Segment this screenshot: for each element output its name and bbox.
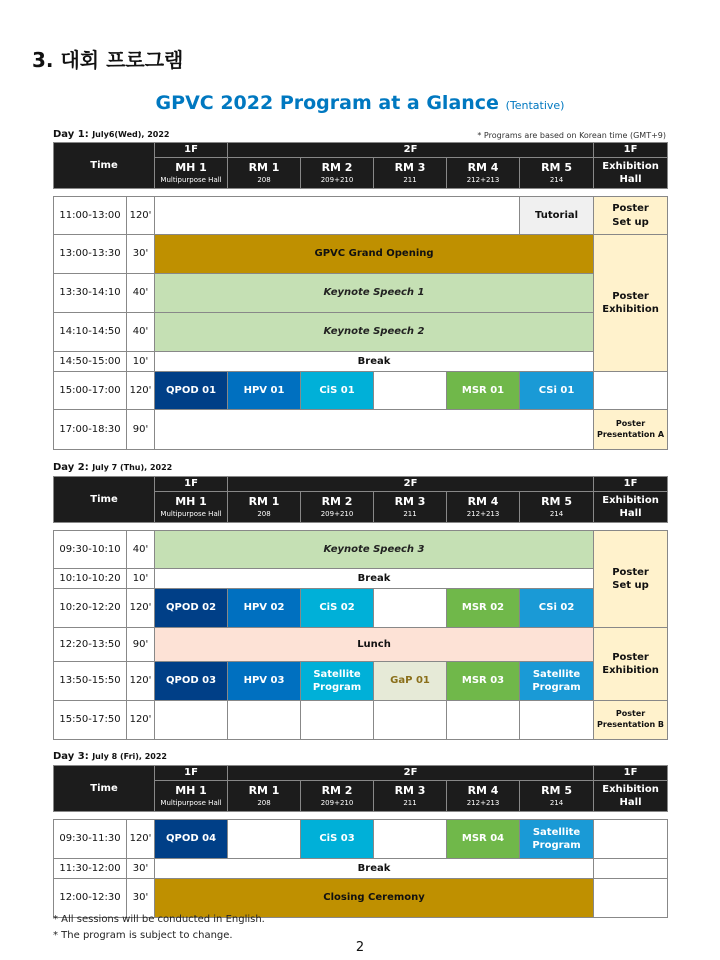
title-text: GPVC 2022 Program at a Glance	[155, 92, 499, 114]
rm2-sub: 209+210	[320, 176, 354, 185]
time-cell: 10:20-12:20	[54, 589, 127, 628]
empty-cell	[594, 879, 668, 918]
rm3-label: RM 3	[394, 161, 426, 175]
header-rm1	[228, 492, 301, 523]
session-msr: MSR 03	[447, 662, 520, 701]
session-gap: GaP 01	[374, 662, 447, 701]
header-mh1	[155, 492, 228, 523]
duration-cell: 120'	[127, 701, 155, 740]
session-qpod: QPOD 04	[155, 820, 228, 859]
mh1-label: MH 1	[175, 161, 207, 175]
mh1-sub: Multipurpose Hall	[160, 799, 222, 808]
duration-cell: 40'	[127, 274, 155, 313]
session-satellite	[520, 820, 594, 859]
day2-name: Day 2:	[53, 462, 89, 473]
time-cell: 15:00-17:00	[54, 372, 127, 410]
header-rm1	[228, 158, 301, 189]
header-floor-2f: 2F	[228, 477, 594, 492]
day2-table	[53, 476, 668, 740]
spacer	[54, 812, 668, 820]
day2-date: July 7 (Thu), 2022	[92, 463, 173, 472]
page-number: 2	[355, 940, 365, 955]
satellite-text-2: Program	[312, 682, 362, 693]
rm1-sub: 208	[257, 176, 271, 185]
rm1-label: RM 1	[248, 161, 280, 175]
exh-label-2: Hall	[619, 797, 642, 808]
time-cell: 13:00-13:30	[54, 235, 127, 274]
session-cis: CiS 01	[301, 372, 374, 410]
footnote-english: * All sessions will be conducted in English.	[53, 914, 265, 925]
header-rm4	[447, 781, 520, 812]
header-rm3	[374, 158, 447, 189]
empty-cell	[374, 820, 447, 859]
header-floor-1f-exh: 1F	[594, 143, 668, 158]
session-qpod: QPOD 01	[155, 372, 228, 410]
time-cell: 09:30-10:10	[54, 531, 127, 569]
rm5-sub: 214	[549, 799, 564, 808]
time-cell: 13:50-15:50	[54, 662, 127, 701]
rm3-sub: 211	[403, 799, 417, 808]
exh-label-1: Exhibition	[602, 160, 659, 172]
empty-cell	[374, 701, 447, 740]
break-cell: Break	[155, 352, 594, 372]
empty-cell	[228, 701, 301, 740]
exh-text-1: Poster	[612, 651, 649, 663]
rm4-sub: 212+213	[466, 799, 500, 808]
exh-text-1: Poster	[615, 709, 646, 719]
session-cis: CiS 02	[301, 589, 374, 628]
empty-cell	[594, 859, 668, 879]
session-satellite	[301, 662, 374, 701]
session-msr: MSR 01	[447, 372, 520, 410]
duration-cell: 120'	[127, 372, 155, 410]
rm3-sub: 211	[403, 176, 417, 185]
grand-opening-cell: GPVC Grand Opening	[155, 235, 594, 274]
header-mh1	[155, 158, 228, 189]
exh-text-2: Set up	[612, 216, 649, 228]
header-rm4	[447, 492, 520, 523]
rm3-label: RM 3	[394, 495, 426, 509]
header-time: Time	[54, 477, 155, 523]
rm1-label: RM 1	[248, 495, 280, 509]
day2-label	[53, 462, 172, 473]
day3-date: July 8 (Fri), 2022	[92, 752, 167, 761]
rm5-sub: 214	[549, 510, 564, 519]
mh1-label: MH 1	[175, 495, 207, 509]
empty-cell	[594, 372, 668, 410]
day3-table	[53, 765, 668, 918]
rm4-label: RM 4	[467, 784, 499, 798]
session-hpv: HPV 02	[228, 589, 301, 628]
rm5-sub: 214	[549, 176, 564, 185]
empty-cell	[155, 197, 520, 235]
exh-text-2: Exhibition	[602, 665, 659, 676]
session-cis: CiS 03	[301, 820, 374, 859]
footnote-change: * The program is subject to change.	[53, 930, 233, 941]
rm2-sub: 209+210	[320, 510, 354, 519]
day1-date: July6(Wed), 2022	[92, 130, 170, 139]
duration-cell: 120'	[127, 589, 155, 628]
header-floor-1f: 1F	[155, 766, 228, 781]
header-rm3	[374, 492, 447, 523]
header-rm2	[301, 492, 374, 523]
header-floor-2f: 2F	[228, 766, 594, 781]
rm5-label: RM 5	[541, 495, 572, 509]
empty-cell	[228, 820, 301, 859]
session-satellite	[520, 662, 594, 701]
duration-cell: 10'	[127, 352, 155, 372]
rm1-sub: 208	[257, 510, 271, 519]
empty-cell	[374, 589, 447, 628]
session-msr: MSR 02	[447, 589, 520, 628]
day1-label	[53, 129, 169, 140]
rm3-label: RM 3	[394, 784, 426, 798]
duration-cell: 90'	[127, 410, 155, 450]
exh-text-1: Poster	[615, 418, 646, 428]
empty-cell	[374, 372, 447, 410]
header-time: Time	[54, 766, 155, 812]
lunch-cell: Lunch	[155, 628, 594, 662]
day1-table	[53, 142, 668, 450]
satellite-text-2: Program	[532, 682, 581, 693]
keynote-cell: Keynote Speech 3	[155, 531, 594, 569]
time-cell: 10:10-10:20	[54, 569, 127, 589]
header-floor-1f-exh: 1F	[594, 477, 668, 492]
satellite-text-1: Satellite	[313, 668, 361, 680]
header-exhibition	[594, 781, 668, 812]
exh-text-2: Set up	[612, 580, 649, 591]
mh1-sub: Multipurpose Hall	[160, 176, 222, 185]
session-hpv: HPV 03	[228, 662, 301, 701]
rm4-label: RM 4	[467, 161, 499, 175]
time-cell: 15:50-17:50	[54, 701, 127, 740]
header-rm2	[301, 781, 374, 812]
duration-cell: 40'	[127, 531, 155, 569]
rm4-sub: 212+213	[466, 176, 500, 185]
time-cell: 12:20-13:50	[54, 628, 127, 662]
empty-cell	[155, 410, 594, 450]
session-qpod: QPOD 02	[155, 589, 228, 628]
exh-label-1: Exhibition	[602, 783, 659, 795]
closing-ceremony-cell: Closing Ceremony	[155, 879, 594, 918]
poster-presentation-cell	[594, 701, 668, 740]
poster-setup-cell	[594, 197, 668, 235]
session-msr: MSR 04	[447, 820, 520, 859]
exh-label-2: Hall	[619, 174, 642, 185]
session-csi: CSi 02	[520, 589, 594, 628]
rm4-sub: 212+213	[466, 510, 500, 519]
time-cell: 14:10-14:50	[54, 313, 127, 352]
session-hpv: HPV 01	[228, 372, 301, 410]
time-cell: 17:00-18:30	[54, 410, 127, 450]
exh-text-2: Presentation B	[597, 720, 665, 729]
duration-cell: 120'	[127, 662, 155, 701]
poster-presentation-cell	[594, 410, 668, 450]
spacer	[54, 189, 668, 197]
header-floor-1f: 1F	[155, 143, 228, 158]
header-time: Time	[54, 143, 155, 189]
empty-cell	[155, 701, 228, 740]
duration-cell: 30'	[127, 235, 155, 274]
time-cell: 12:00-12:30	[54, 879, 127, 918]
time-cell: 11:30-12:00	[54, 859, 127, 879]
time-cell: 13:30-14:10	[54, 274, 127, 313]
break-cell: Break	[155, 569, 594, 589]
mh1-label: MH 1	[175, 784, 207, 798]
section-title: 3. 대회 프로그램	[32, 48, 184, 72]
rm2-sub: 209+210	[320, 799, 354, 808]
header-rm4	[447, 158, 520, 189]
header-rm2	[301, 158, 374, 189]
keynote-cell: Keynote Speech 2	[155, 313, 594, 352]
header-rm5	[520, 781, 594, 812]
satellite-text-1: Satellite	[532, 826, 581, 838]
duration-cell: 30'	[127, 859, 155, 879]
rm3-sub: 211	[403, 510, 417, 519]
header-exhibition	[594, 492, 668, 523]
tutorial-cell: Tutorial	[520, 197, 594, 235]
header-rm1	[228, 781, 301, 812]
rm1-label: RM 1	[248, 784, 280, 798]
header-rm5	[520, 492, 594, 523]
header-rm3	[374, 781, 447, 812]
day3-name: Day 3:	[53, 751, 89, 762]
day3-label	[53, 751, 167, 762]
title-tentative: (Tentative)	[505, 99, 565, 112]
rm2-label: RM 2	[321, 784, 353, 798]
exh-label-2: Hall	[619, 508, 642, 519]
exh-text-2: Exhibition	[602, 304, 659, 315]
page-title	[0, 92, 720, 114]
empty-cell	[520, 701, 594, 740]
header-mh1	[155, 781, 228, 812]
header-floor-2f: 2F	[228, 143, 594, 158]
duration-cell: 90'	[127, 628, 155, 662]
empty-cell	[301, 701, 374, 740]
empty-cell	[447, 701, 520, 740]
exh-text-1: Poster	[612, 290, 649, 302]
session-qpod: QPOD 03	[155, 662, 228, 701]
header-floor-1f-exh: 1F	[594, 766, 668, 781]
session-csi: CSi 01	[520, 372, 594, 410]
day1-name: Day 1:	[53, 129, 89, 140]
exh-label-1: Exhibition	[602, 494, 659, 506]
exh-text-2: Presentation A	[597, 429, 665, 439]
exh-text-1: Poster	[612, 203, 649, 214]
keynote-cell: Keynote Speech 1	[155, 274, 594, 313]
duration-cell: 30'	[127, 879, 155, 918]
mh1-sub: Multipurpose Hall	[160, 510, 222, 519]
empty-cell	[594, 820, 668, 859]
rm4-label: RM 4	[467, 495, 499, 509]
time-note: * Programs are based on Korean time (GMT+9)	[477, 131, 666, 140]
time-cell: 14:50-15:00	[54, 352, 127, 372]
rm5-label: RM 5	[541, 161, 572, 175]
poster-setup-cell	[594, 531, 668, 628]
duration-cell: 120'	[127, 197, 155, 235]
duration-cell: 120'	[127, 820, 155, 859]
header-exhibition	[594, 158, 668, 189]
rm2-label: RM 2	[321, 161, 353, 175]
header-rm5	[520, 158, 594, 189]
spacer	[54, 523, 668, 531]
poster-exhibition-cell	[594, 235, 668, 372]
exh-text-1: Poster	[612, 566, 649, 578]
rm1-sub: 208	[257, 799, 271, 808]
duration-cell: 10'	[127, 569, 155, 589]
break-cell: Break	[155, 859, 594, 879]
header-floor-1f: 1F	[155, 477, 228, 492]
satellite-text-1: Satellite	[532, 668, 581, 680]
time-cell: 11:00-13:00	[54, 197, 127, 235]
rm2-label: RM 2	[321, 495, 353, 509]
satellite-text-2: Program	[532, 840, 581, 851]
duration-cell: 40'	[127, 313, 155, 352]
poster-exhibition-cell	[594, 628, 668, 701]
time-cell: 09:30-11:30	[54, 820, 127, 859]
rm5-label: RM 5	[541, 784, 572, 798]
